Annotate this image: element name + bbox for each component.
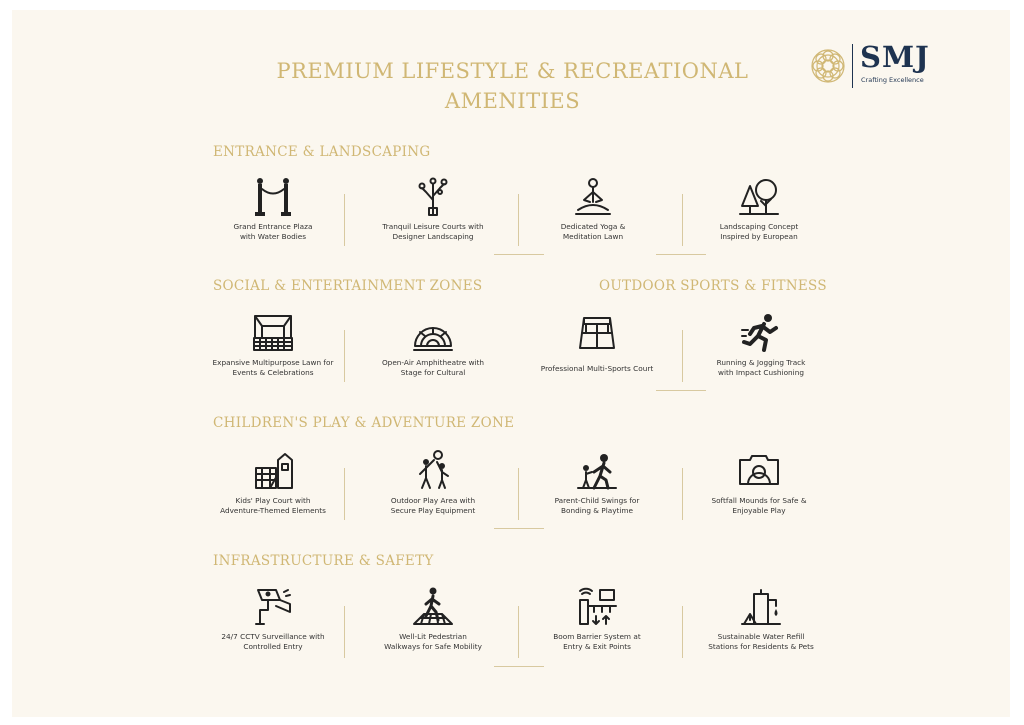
amenity-multipurpose-lawn: Expansive Multipurpose Lawn for Events & Celebrations [208,312,338,378]
pedestrian-icon [412,586,454,628]
amenity-leisure-courts: Tranquil Leisure Courts with Designer Landscaping [368,176,498,242]
amenity-parent-child-swings: Parent-Child Swings for Bonding & Playtime [532,450,662,516]
logo-divider [852,44,853,88]
amenity-amphitheatre: Open-Air Amphitheatre with Stage for Cultural [368,312,498,378]
amenity-kids-play-court: Kids' Play Court with Adventure-Themed Elements [208,450,338,516]
amenity-boom-barrier: Boom Barrier System at Entry & Exit Points [532,586,662,652]
divider [682,330,683,382]
section-title-sports: OUTDOOR SPORTS & FITNESS [599,278,827,294]
cctv-icon [252,586,294,628]
amphitheatre-icon [412,312,454,354]
divider [344,606,345,658]
water-refill-icon [740,586,782,628]
parent-child-icon [576,450,618,492]
section-title-children: CHILDREN'S PLAY & ADVENTURE ZONE [213,415,515,431]
amenity-pedestrian-walkway: Well-Lit Pedestrian Walkways for Safe Mobility [368,586,498,652]
section-title-social: SOCIAL & ENTERTAINMENT ZONES [213,278,483,294]
playhouse-icon [252,450,294,492]
amenity-yoga-lawn: Dedicated Yoga & Meditation Lawn [528,176,658,242]
amenity-jogging-track: Running & Jogging Track with Impact Cushioning [696,312,826,378]
boom-barrier-icon [576,586,618,628]
divider [518,606,519,658]
divider [494,528,544,529]
section-title-entrance: ENTRANCE & LANDSCAPING [213,144,431,160]
divider [682,468,683,520]
page-title: PREMIUM LIFESTYLE & RECREATIONAL AMENITIES [276,59,749,113]
divider [344,194,345,246]
amenity-cctv: 24/7 CCTV Surveillance with Controlled Entry [208,586,338,652]
divider [656,254,706,255]
logo-tagline: Crafting Excellence [861,76,924,84]
court-icon [576,312,618,354]
amenity-softfall-mounds: Softfall Mounds for Safe & Enjoyable Play [694,450,824,516]
softfall-icon [738,450,780,492]
divider [682,194,683,246]
section-title-infra: INFRASTRUCTURE & SAFETY [213,553,434,569]
brand-logo [810,40,940,92]
stage-icon [252,312,294,354]
amenity-water-refill: Sustainable Water Refill Stations for Residents & Pets [696,586,826,652]
amenity-sports-court: Professional Multi-Sports Court [532,312,662,374]
mandala-emblem-icon [810,48,846,84]
runner-icon [740,312,782,354]
trees-icon [738,176,780,218]
divider [494,666,544,667]
divider [494,254,544,255]
kids-ball-icon [412,450,454,492]
brochure-page [12,10,1010,717]
amenity-european-landscape: Landscaping Concept Inspired by European [694,176,824,242]
divider [682,606,683,658]
yoga-icon [572,176,614,218]
divider [518,468,519,520]
logo-name: SMJ [860,40,930,74]
tree-icon [412,176,454,218]
divider [518,194,519,246]
divider [344,468,345,520]
amenity-outdoor-play: Outdoor Play Area with Secure Play Equipment [368,450,498,516]
divider [656,390,706,391]
amenity-grand-entrance: Grand Entrance Plaza with Water Bodies [208,176,338,242]
stanchion-icon [252,176,294,218]
divider [344,330,345,382]
